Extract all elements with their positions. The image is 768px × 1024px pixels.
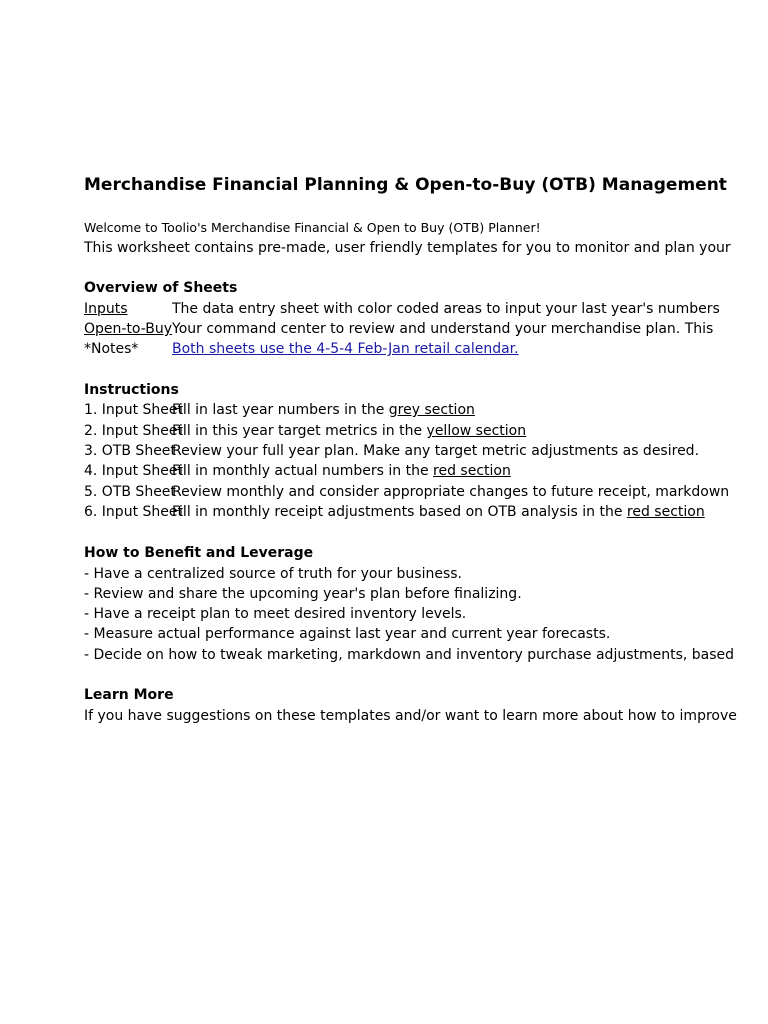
overview-desc-inputs: The data entry sheet with color coded areas to input your last year's numbers [172,301,720,317]
step-text: Review monthly and consider appropriate changes to future receipt, markdown [172,484,730,500]
step-text: Review your full year plan. Make any target metric adjustments as desired. [172,443,700,459]
step-label: 6. Input Sheet [84,504,183,520]
instruction-step [84,442,700,460]
overview-heading: Overview of Sheets [84,280,238,296]
overview-row-notes [84,340,700,358]
instruction-step [84,422,700,440]
step-desc: Fill in last year numbers in the [172,402,389,418]
benefit-item: - Measure actual performance against last year and current year forecasts. [84,626,611,642]
step-desc: Fill in monthly actual numbers in the [172,463,434,479]
step-label: 3. OTB Sheet [84,443,176,459]
benefit-item: - Decide on how to tweak marketing, markdown and inventory purchase adjustments, based [84,647,735,663]
benefits-heading: How to Benefit and Leverage [84,545,314,561]
instruction-step [84,503,705,521]
step-label: 1. Input Sheet [84,402,183,418]
instruction-step [84,462,700,480]
intro-text: This worksheet contains pre-made, user friendly templates for you to monitor and plan your [84,240,731,256]
sheet-link-open-to-buy[interactable]: Open-to-Buy [84,321,173,337]
red-section-highlight: red section [626,504,705,520]
benefit-item: - Have a centralized source of truth for your business. [84,566,462,582]
sheet-link-inputs[interactable]: Inputs [84,301,128,317]
yellow-section-highlight: yellow section [426,423,527,439]
learn-more-heading: Learn More [84,687,174,703]
step-text [172,401,475,419]
instruction-step [84,483,730,501]
page-title: Merchandise Financial Planning & Open-to-Buy (OTB) Management [84,175,727,195]
retail-calendar-link[interactable]: Both sheets use the 4-5-4 Feb-Jan retail calendar. [172,341,519,357]
learn-more-text: If you have suggestions on these templates and/or want to learn more about how to improve [84,708,737,724]
notes-label: *Notes* [84,341,139,357]
benefit-item: - Review and share the upcoming year's plan before finalizing. [84,586,522,602]
benefit-item: - Have a receipt plan to meet desired inventory levels. [84,606,467,622]
grey-section-highlight: grey section [388,402,475,418]
step-text [172,422,526,440]
instructions-heading: Instructions [84,382,179,398]
overview-row-inputs [84,300,720,318]
step-label: 2. Input Sheet [84,423,183,439]
step-desc: Fill in monthly receipt adjustments based on OTB analysis in the [172,504,627,520]
step-text [172,462,511,480]
overview-row-otb [84,320,714,338]
step-label: 4. Input Sheet [84,463,183,479]
red-section-highlight: red section [433,463,511,479]
welcome-text: Welcome to Toolio's Merchandise Financial & Open to Buy (OTB) Planner! [84,220,541,235]
step-desc: Fill in this year target metrics in the [172,423,427,439]
overview-desc-otb: Your command center to review and understand your merchandise plan. This [172,321,714,337]
step-text [172,503,705,521]
worksheet [84,0,737,1024]
step-label: 5. OTB Sheet [84,484,176,500]
instruction-step [84,401,700,419]
